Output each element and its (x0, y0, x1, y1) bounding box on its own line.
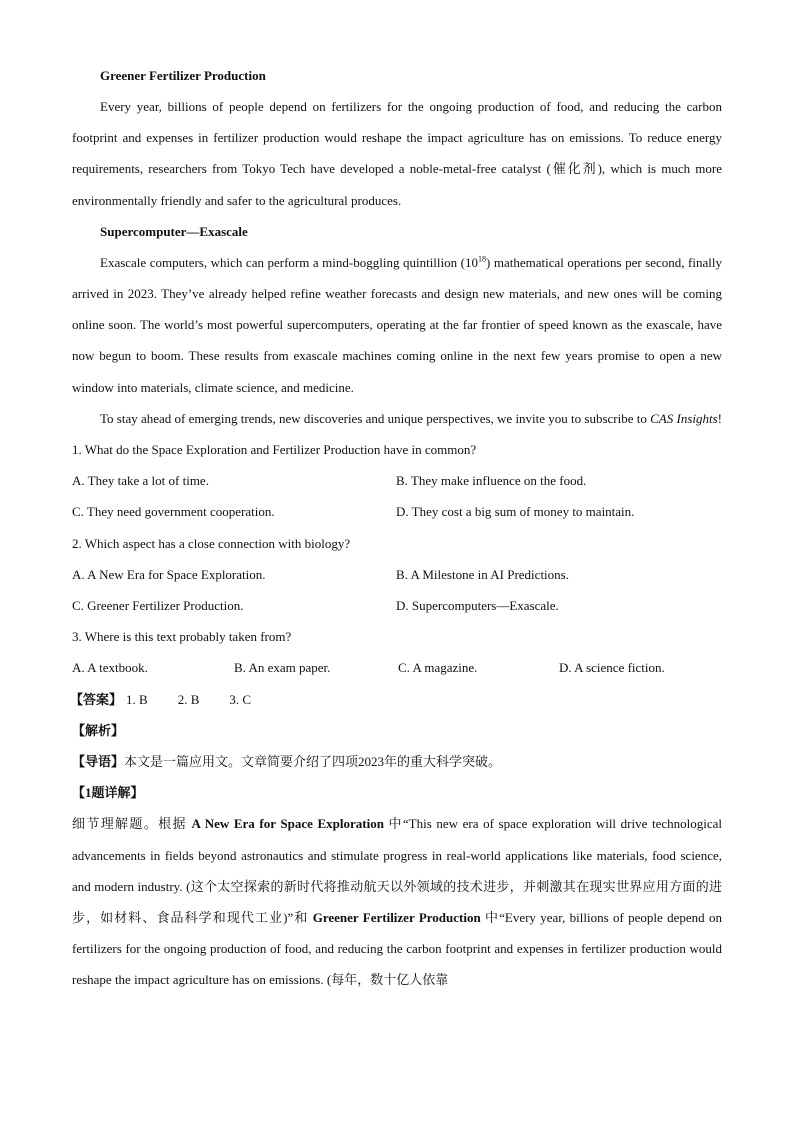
section-title-supercomputer: Supercomputer—Exascale (100, 223, 248, 239)
exponent: 18 (478, 254, 486, 264)
question-2-option-d: D. Supercomputers—Exascale. (396, 598, 559, 614)
detail-label: 【1题详解】 (72, 785, 144, 801)
detail-title-space: A New Era for Space Exploration (191, 816, 384, 832)
detail-prefix: 细节理解题。根据 (72, 816, 192, 832)
question-2-options (72, 559, 722, 621)
question-1-option-b: B. They make influence on the food. (396, 473, 587, 489)
guide-paragraph (72, 746, 722, 777)
question-3-option-d: D. A science fiction. (559, 660, 665, 676)
answer-label: 【答案】 (70, 691, 123, 707)
section-body-supercomputer (72, 247, 722, 403)
question-2-option-c: C. Greener Fertilizer Production. (72, 598, 244, 614)
question-2-option-b: B. A Milestone in AI Predictions. (396, 566, 569, 582)
question-3-option-a: A. A textbook. (72, 660, 148, 676)
cas-insights-brand: CAS Insights (650, 410, 718, 426)
question-1-option-a: A. They take a lot of time. (72, 473, 209, 489)
section-body-fertilizer: Every year, billions of people depend on fertilizers for the ongoing production of food, and reducing the carbon footprint and expenses in fertilizer production would reshape the impact agriculture has on emissions. To reduce energy requirements, researchers from Tokyo Tech have developed a noble-metal-free catalyst (催化剂), which is much more environmentally friendly and safer to the agricultural produces. (72, 99, 722, 208)
answer-key (72, 684, 722, 715)
answer-1: 1. B (126, 691, 148, 707)
subscribe-paragraph (72, 403, 722, 434)
answer-3: 3. C (229, 691, 252, 707)
question-2-stem: 2. Which aspect has a close connection with biology? (72, 535, 351, 551)
detail-quote-2: 中“Every year, billions of people depend on fertilizers for the ongoing production of food, and reducing the carbon footprint and expenses in fertilizer production would reshape the impact agriculture has on emissions. (每年，数十亿人依靠 (72, 910, 722, 988)
supercomputer-text-1: Exascale computers, which can perform a mind-boggling quintillion (10 (100, 254, 478, 270)
question-3-option-b: B. An exam paper. (234, 660, 331, 676)
question-1-option-d: D. They cost a big sum of money to maintain. (396, 504, 635, 520)
detail-title-fertilizer: Greener Fertilizer Production (312, 910, 481, 926)
question-1-option-c: C. They need government cooperation. (72, 504, 275, 520)
question-3-option-c: C. A magazine. (398, 660, 478, 676)
document-page (72, 60, 722, 996)
question-1-options (72, 465, 722, 527)
question-2-option-a: A. A New Era for Space Exploration. (72, 566, 266, 582)
question-1-stem: 1. What do the Space Exploration and Fertilizer Production have in common? (72, 442, 477, 458)
question-3-options (72, 652, 722, 683)
analysis-label: 【解析】 (72, 722, 125, 738)
supercomputer-text-2: ) mathematical operations per second, finally arrived in 2023. They’ve already helped refine weather forecasts and design new materials, and new ones will be coming online soon. The world’s most powerful supercomputers, operating at the far frontier of speed known as the exascale, have now begun to boom. These results from exascale machines coming online in the next few years promise to open a new window into materials, climate science, and medicine. (72, 254, 722, 395)
question-3-stem: 3. Where is this text probably taken from? (72, 629, 292, 645)
subscribe-end: ! (717, 410, 723, 426)
guide-label: 【导语】 (72, 754, 125, 770)
section-title-fertilizer: Greener Fertilizer Production (100, 68, 266, 83)
detail-quote-1: 中“This new era of space exploration will drive technological advancements in fields beyond astronautics and stimulate progress in real-world applications like materials, food science, and modern industry. (这个太空探索的新时代将推动航天以外领域的技术进步，并刺激其在现实世界应用方面的进步，如材料、食品科学和现代工业)”和 (72, 816, 722, 926)
subscribe-text: To stay ahead of emerging trends, new discoveries and unique perspectives, we invite you to subscribe to (100, 410, 651, 426)
guide-text: 本文是一篇应用文。文章简要介绍了四项2023年的重大科学突破。 (124, 754, 502, 770)
detail-paragraph (72, 808, 722, 995)
answer-2: 2. B (177, 691, 200, 707)
